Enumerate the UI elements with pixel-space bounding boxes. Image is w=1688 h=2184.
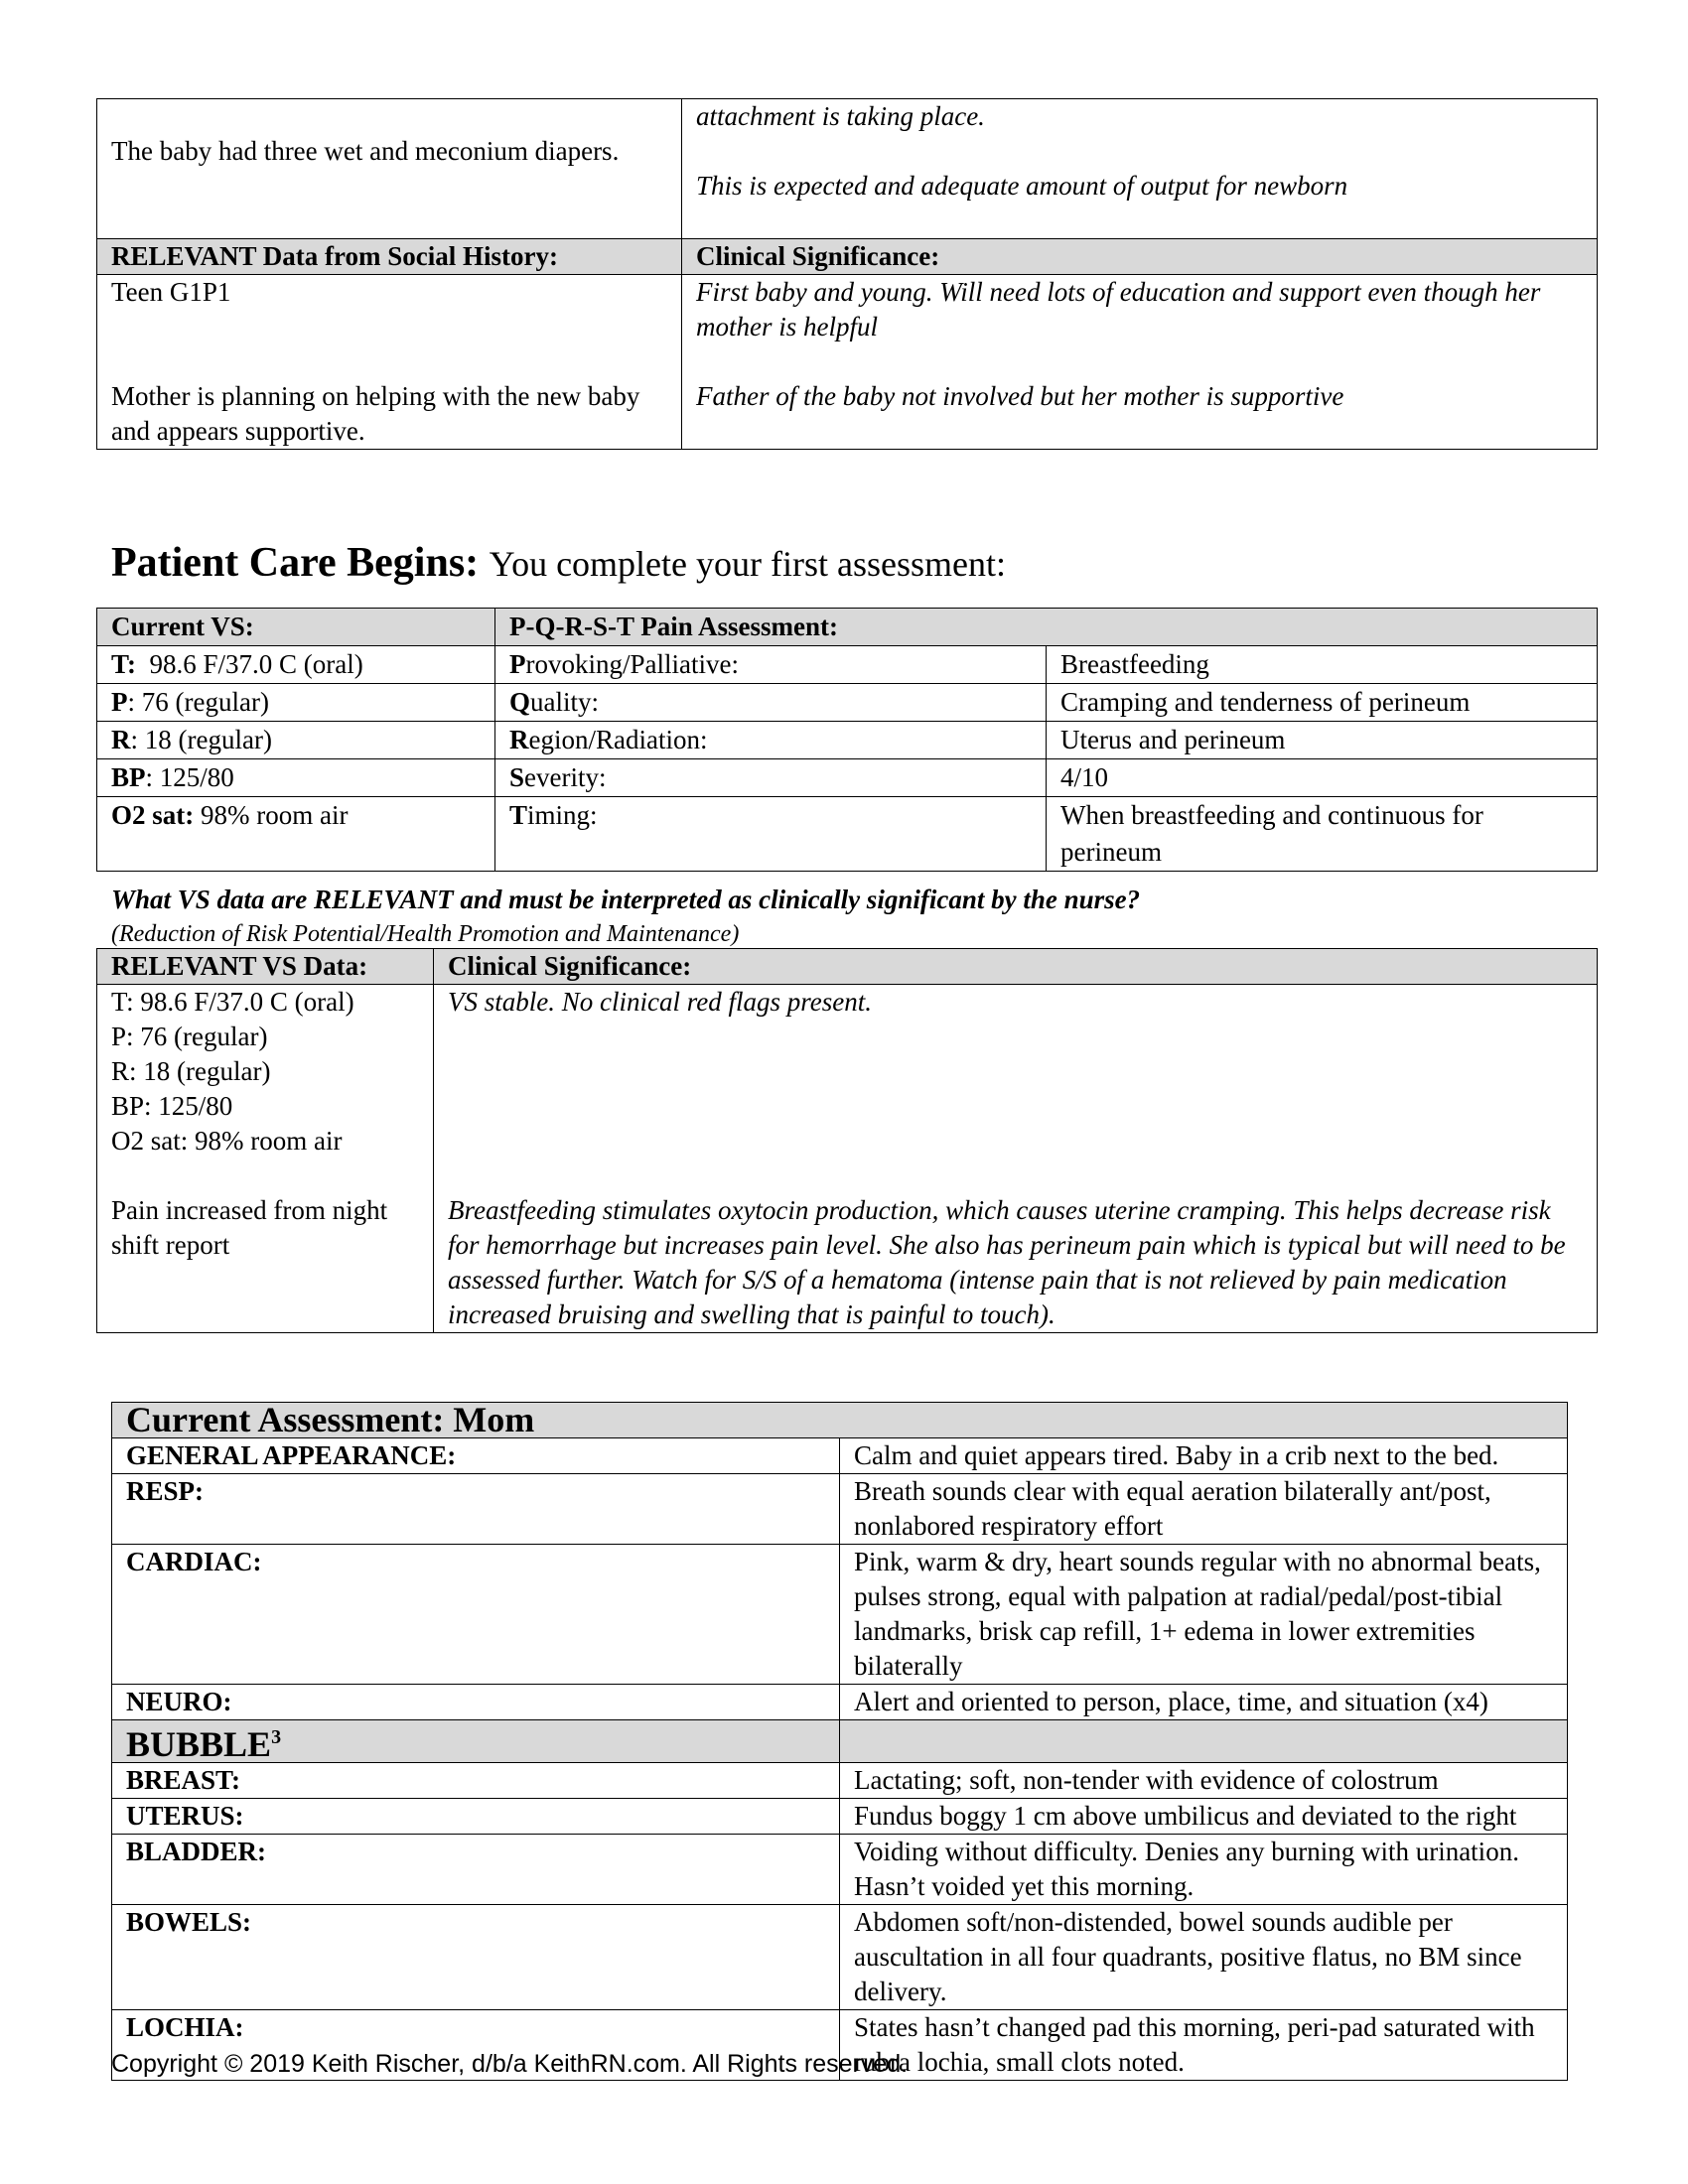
- bubble-value: Abdomen soft/non-distended, bowel sounds audible per auscultation in all four quadrants, positive flatus, no BM since delivery.: [840, 1905, 1568, 2010]
- pain-label: egion/Radiation:: [528, 725, 708, 754]
- relevant-vs-question-category: (Reduction of Risk Potential/Health Promotion and Maintenance): [111, 921, 740, 947]
- patient-care-subtitle: You complete your first assessment:: [489, 544, 1006, 584]
- assessment-label: GENERAL APPEARANCE:: [112, 1438, 840, 1474]
- assessment-value: Alert and oriented to person, place, time, and situation (x4): [840, 1685, 1568, 1720]
- relevant-vs-header: RELEVANT VS Data:: [97, 949, 434, 985]
- vs-value: : 76 (regular): [127, 687, 269, 717]
- assessment-title: Current Assessment: Mom: [112, 1403, 1568, 1438]
- social-data-cell: [97, 275, 682, 450]
- relevant-vs-table: [96, 948, 1598, 1333]
- pqrst-header-text: P-Q-R-S-T Pain Assessment:: [509, 612, 839, 641]
- assessment-row: [112, 1685, 1568, 1720]
- bubble-title: BUBBLE: [126, 1724, 272, 1764]
- social-header-significance: Clinical Significance:: [682, 239, 1598, 275]
- bubble-row: [112, 1905, 1568, 2010]
- social-data-2: Mother is planning on helping with the new baby and appears supportive.: [111, 381, 640, 446]
- bubble-value: Fundus boggy 1 cm above umbilicus and deviated to the right: [840, 1799, 1568, 1835]
- diaper-significance-cell: [682, 99, 1598, 239]
- vs-cell: [97, 722, 495, 759]
- pain-label-cell: [495, 797, 1047, 872]
- relevant-vs-question: What VS data are RELEVANT and must be interpreted as clinically significant by the nurse?: [111, 885, 1141, 914]
- social-data-1: Teen G1P1: [111, 277, 231, 307]
- pain-label-cell: [495, 722, 1047, 759]
- vs-value: 98.6 F/37.0 C (oral): [149, 649, 363, 679]
- assessment-label: NEURO:: [112, 1685, 840, 1720]
- relevant-vs-significance-cell: [434, 985, 1598, 1333]
- assessment-label: CARDIAC:: [112, 1545, 840, 1685]
- relevant-vs-data-cell: [97, 985, 434, 1333]
- pain-label-cell: [495, 684, 1047, 722]
- vs-cell: [97, 684, 495, 722]
- vs-row: [97, 797, 1598, 872]
- pain-label-cell: [495, 759, 1047, 797]
- assessment-row: [112, 1545, 1568, 1685]
- bubble-label: BLADDER:: [112, 1835, 840, 1905]
- pain-value: Breastfeeding: [1047, 646, 1598, 684]
- vs-label: R: [111, 725, 131, 754]
- pain-label: iming:: [527, 800, 598, 830]
- vs-row: [97, 684, 1598, 722]
- vs-cell: [97, 797, 495, 872]
- vs-label: P: [111, 687, 128, 717]
- pain-value: Cramping and tenderness of perineum: [1047, 684, 1598, 722]
- bubble-label: LOCHIA:: [112, 2010, 840, 2081]
- bubble-row: [112, 1799, 1568, 1835]
- pain-initial: P: [509, 649, 526, 679]
- pain-initial: T: [509, 800, 528, 830]
- bubble-label: BREAST:: [112, 1763, 840, 1799]
- bubble-value: Voiding without difficulty. Denies any burning with urination. Hasn’t voided yet this morning.: [840, 1835, 1568, 1905]
- bubble-value: Lactating; soft, non-tender with evidence of colostrum: [840, 1763, 1568, 1799]
- social-significance-2: Father of the baby not involved but her mother is supportive: [696, 381, 1344, 411]
- vs-label: T:: [111, 649, 136, 679]
- vs-value: : 18 (regular): [130, 725, 272, 754]
- copyright-footer: Copyright © 2019 Keith Rischer, d/b/a KeithRN.com. All Rights reserved.: [111, 2050, 909, 2078]
- current-assessment-mom-table: [111, 1402, 1568, 2081]
- pqrst-header: [495, 609, 1598, 646]
- attachment-continuation: attachment is taking place.: [696, 101, 985, 131]
- bubble-label: BOWELS:: [112, 1905, 840, 2010]
- pain-increase-data: Pain increased from night shift report: [111, 1195, 388, 1260]
- relevant-vs-line: T: 98.6 F/37.0 C (oral): [111, 987, 354, 1017]
- diaper-significance: This is expected and adequate amount of output for newborn: [696, 171, 1348, 201]
- relevant-vs-line: BP: 125/80: [111, 1091, 233, 1121]
- vital-signs-pain-table: [96, 608, 1598, 872]
- pain-label: rovoking/Palliative:: [525, 649, 739, 679]
- vs-row: [97, 759, 1598, 797]
- vs-cell: [97, 646, 495, 684]
- pain-significance: Breastfeeding stimulates oxytocin production, which causes uterine cramping. This helps decrease risk for hemorrhage but increases pain level. She also has perineum pain which is typical but will need to be assessed further. Watch for S/S of a hematoma (intense pain that is not relieved by pain medication increased bruising and swelling that is painful to touch).: [448, 1195, 1566, 1329]
- pain-value: Uterus and perineum: [1047, 722, 1598, 759]
- patient-care-title: Patient Care Begins:: [111, 540, 480, 586]
- vs-row: [97, 646, 1598, 684]
- bubble-row: [112, 1763, 1568, 1799]
- vs-label: BP: [111, 762, 146, 792]
- vs-value: 98% room air: [201, 800, 349, 830]
- social-significance-cell: [682, 275, 1598, 450]
- patient-care-heading: [111, 538, 1006, 589]
- assessment-row: [112, 1438, 1568, 1474]
- assessment-row: [112, 1474, 1568, 1545]
- vs-row: [97, 722, 1598, 759]
- assessment-value: Calm and quiet appears tired. Baby in a crib next to the bed.: [840, 1438, 1568, 1474]
- relevant-vs-significance-header: Clinical Significance:: [434, 949, 1598, 985]
- diaper-data-cell: [97, 99, 682, 239]
- social-significance-1: First baby and young. Will need lots of education and support even though her mother is helpful: [696, 277, 1541, 341]
- social-header-data: RELEVANT Data from Social History:: [97, 239, 682, 275]
- vs-value: : 125/80: [145, 762, 234, 792]
- vs-label: O2 sat:: [111, 800, 195, 830]
- bubble-label: UTERUS:: [112, 1799, 840, 1835]
- relevant-vs-line: P: 76 (regular): [111, 1022, 268, 1051]
- pain-label-cell: [495, 646, 1047, 684]
- bubble-header: [112, 1720, 840, 1763]
- vs-stable-significance: VS stable. No clinical red flags present.: [448, 987, 872, 1017]
- pain-label: uality:: [530, 687, 600, 717]
- pain-value: 4/10: [1047, 759, 1598, 797]
- bubble-superscript: 3: [271, 1726, 282, 1748]
- current-vs-header-text: Current VS:: [111, 612, 254, 641]
- assessment-label: RESP:: [112, 1474, 840, 1545]
- diaper-data: The baby had three wet and meconium diapers.: [111, 136, 620, 166]
- pain-value: When breastfeeding and continuous for perineum: [1047, 797, 1598, 872]
- vs-cell: [97, 759, 495, 797]
- pain-initial: S: [509, 762, 525, 792]
- bubble-value: States hasn’t changed pad this morning, peri-pad saturated with rubra lochia, small clots noted.: [840, 2010, 1568, 2081]
- pain-initial: Q: [509, 687, 531, 717]
- pain-label: everity:: [524, 762, 607, 792]
- assessment-value: Breath sounds clear with equal aeration bilaterally ant/post, nonlabored respiratory effort: [840, 1474, 1568, 1545]
- current-vs-header: [97, 609, 495, 646]
- relevant-vs-line: O2 sat: 98% room air: [111, 1126, 343, 1156]
- bubble-row: [112, 1835, 1568, 1905]
- social-history-table: [96, 98, 1598, 450]
- assessment-value: Pink, warm & dry, heart sounds regular with no abnormal beats, pulses strong, equal with palpation at radial/pedal/post-tibial landmarks, brisk cap refill, 1+ edema in lower extremities bilaterally: [840, 1545, 1568, 1685]
- relevant-vs-line: R: 18 (regular): [111, 1056, 271, 1086]
- bubble-header-blank: [840, 1720, 1568, 1763]
- pain-initial: R: [509, 725, 529, 754]
